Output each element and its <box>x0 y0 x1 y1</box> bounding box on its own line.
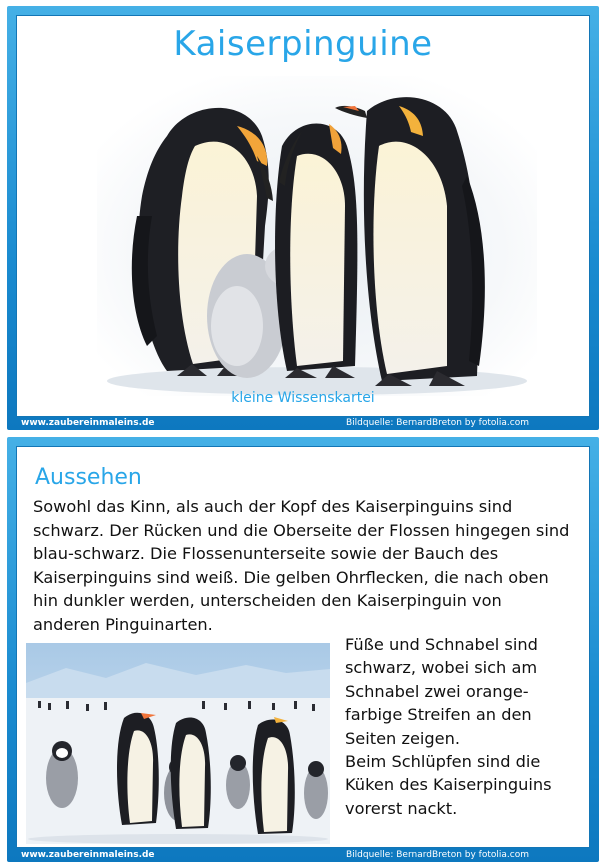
card-title: Kaiserpinguine <box>173 24 433 64</box>
side-description <box>345 633 567 820</box>
penguin-family-photo <box>97 76 537 396</box>
info-card <box>7 437 599 862</box>
footer-website: www.zaubereinmaleins.de <box>21 850 155 860</box>
title-card <box>7 6 599 430</box>
title-card-content <box>16 15 590 417</box>
footer-image-credit: Bildquelle: BernardBreton by fotolia.com <box>345 418 529 428</box>
section-heading: Aussehen <box>35 465 142 490</box>
penguin-colony-photo <box>26 643 330 844</box>
card-subtitle: kleine Wissenskartei <box>231 390 375 406</box>
info-card-content <box>16 446 590 848</box>
footer-image-credit: Bildquelle: BernardBreton by fotolia.com <box>345 850 529 860</box>
hatching-text: Beim Schlüpfen sind die Küken des Kaiserpinguins vorerst nackt. <box>345 752 552 818</box>
description-paragraph: Sowohl das Kinn, als auch der Kopf des Kaiserpinguins sind schwarz. Der Rücken und die Oberseite der Flossen hingegen sind blau-schwarz. Die Flossenunterseite sowie der Bauch des Kaiserpinguins sind weiß. Die gelben Ohrflecken, die nach oben hin dunkler werden, unterscheiden den Kaiserpinguin von anderen Pinguinarten. <box>33 497 570 634</box>
footer-website: www.zaubereinmaleins.de <box>21 418 155 428</box>
feet-beak-text: Füße und Schnabel sind schwarz, wobei sich am Schnabel zwei orange-farbige Streifen an den Seiten zeigen. <box>345 635 538 748</box>
